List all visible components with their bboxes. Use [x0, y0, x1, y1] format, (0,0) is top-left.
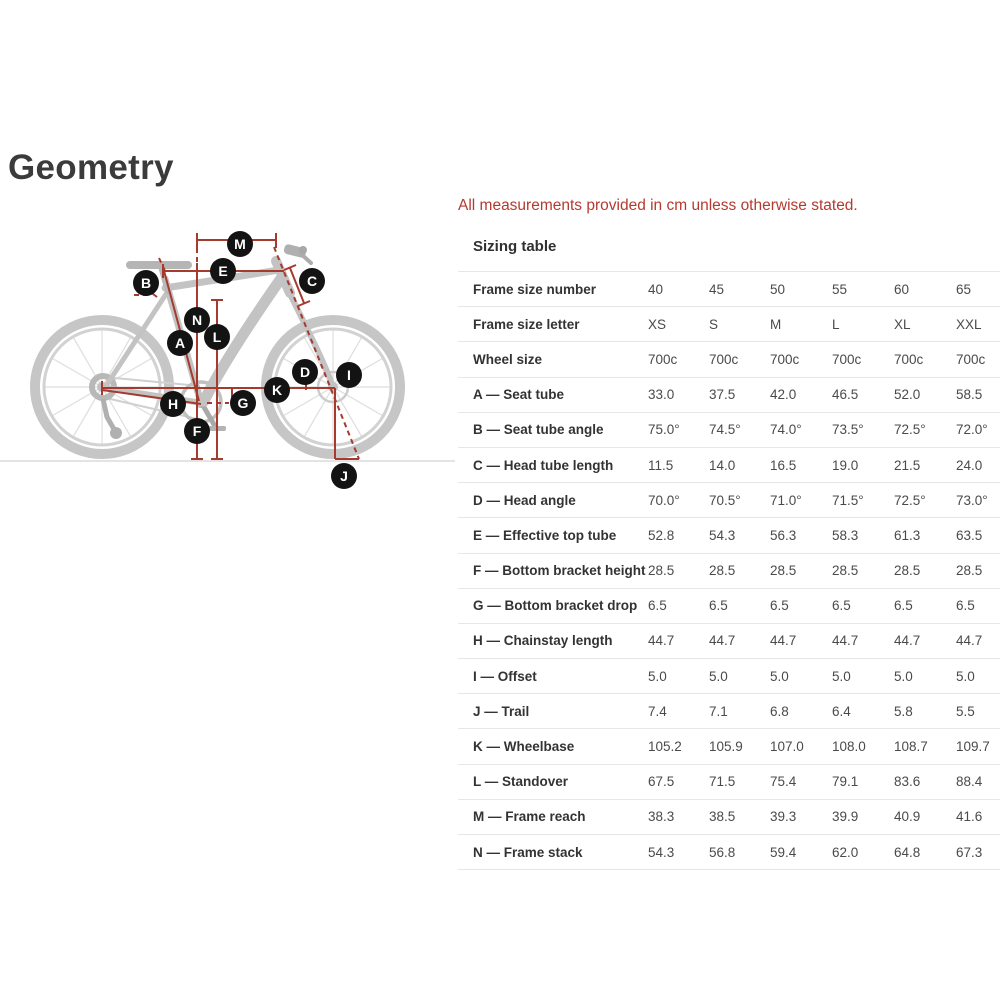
row-value: 700c	[648, 351, 678, 367]
row-value: 44.7	[709, 633, 736, 649]
row-value: 6.4	[832, 703, 851, 719]
table-row	[458, 553, 1000, 588]
svg-text:L: L	[212, 329, 222, 345]
row-label: G — Bottom bracket drop	[473, 598, 638, 614]
row-label: B — Seat tube angle	[473, 422, 604, 438]
marker-I	[336, 362, 362, 388]
row-value: 28.5	[894, 563, 921, 579]
table-row	[458, 728, 1000, 763]
row-value: 70.0°	[648, 492, 680, 508]
svg-text:C: C	[306, 273, 318, 289]
row-value: 107.0	[770, 739, 804, 755]
marker-K	[264, 377, 290, 403]
row-label: M — Frame reach	[473, 809, 586, 825]
row-value: 59.4	[770, 844, 797, 860]
row-value: 71.5	[709, 774, 736, 790]
row-value: 63.5	[956, 527, 983, 543]
row-value: 52.0	[894, 387, 921, 403]
row-value: 7.1	[709, 703, 728, 719]
row-value: 67.3	[956, 844, 983, 860]
row-label: L — Standover	[473, 774, 569, 790]
row-value: 5.0	[956, 668, 975, 684]
row-value: 44.7	[956, 633, 983, 649]
row-value: 700c	[770, 351, 800, 367]
row-value: 39.9	[832, 809, 859, 825]
row-value: 21.5	[894, 457, 921, 473]
table-row	[458, 341, 1000, 376]
row-value: 700c	[894, 351, 924, 367]
row-value: 14.0	[709, 457, 736, 473]
table-row	[458, 693, 1000, 728]
sizing-table	[458, 271, 1000, 870]
row-value: 19.0	[832, 457, 859, 473]
row-value: 83.6	[894, 774, 921, 790]
row-value: 105.2	[648, 739, 682, 755]
row-value: XS	[648, 316, 667, 332]
row-value: 40.9	[894, 809, 921, 825]
row-value: 72.5°	[894, 492, 926, 508]
row-value: 46.5	[832, 387, 859, 403]
row-value: 60	[894, 281, 910, 297]
marker-A	[167, 330, 193, 356]
row-label: Frame size letter	[473, 316, 580, 332]
row-value: 33.0	[648, 387, 675, 403]
row-value: 44.7	[832, 633, 859, 649]
row-value: 38.3	[648, 809, 675, 825]
row-label: N — Frame stack	[473, 844, 583, 860]
row-value: 6.5	[648, 598, 667, 614]
row-label: I — Offset	[473, 668, 537, 684]
row-value: 74.0°	[770, 422, 802, 438]
table-row	[458, 482, 1000, 517]
table-row	[458, 799, 1000, 834]
row-value: 109.7	[956, 739, 990, 755]
row-value: S	[709, 316, 719, 332]
row-value: 700c	[709, 351, 739, 367]
row-value: L	[832, 316, 840, 332]
svg-text:E: E	[218, 263, 228, 279]
row-value: M	[770, 316, 782, 332]
table-row	[458, 412, 1000, 447]
row-value: 38.5	[709, 809, 736, 825]
row-value: 74.5°	[709, 422, 741, 438]
table-row	[458, 447, 1000, 482]
row-value: XL	[894, 316, 911, 332]
svg-text:K: K	[271, 382, 283, 398]
row-value: 56.8	[709, 844, 736, 860]
row-value: 5.0	[894, 668, 913, 684]
row-value: 73.5°	[832, 422, 864, 438]
svg-text:F: F	[192, 423, 202, 439]
table-row	[458, 588, 1000, 623]
row-value: 67.5	[648, 774, 675, 790]
row-label: Frame size number	[473, 281, 597, 297]
row-label: K — Wheelbase	[473, 739, 575, 755]
row-value: 44.7	[894, 633, 921, 649]
marker-J	[331, 463, 357, 489]
row-value: 108.0	[832, 739, 866, 755]
svg-text:A: A	[174, 335, 186, 351]
bike-geometry-diagram	[0, 228, 460, 500]
row-value: 6.5	[956, 598, 975, 614]
marker-B	[133, 270, 159, 296]
marker-M	[227, 231, 253, 257]
row-value: 55	[832, 281, 848, 297]
table-row	[458, 306, 1000, 341]
row-value: 50	[770, 281, 786, 297]
svg-text:G: G	[237, 395, 249, 411]
table-row	[458, 623, 1000, 658]
handlebar-illustration	[283, 243, 311, 263]
row-value: 5.5	[956, 703, 975, 719]
row-value: XXL	[956, 316, 982, 332]
row-value: 64.8	[894, 844, 921, 860]
measurements-units-note: All measurements provided in cm unless otherwise stated.	[458, 197, 858, 214]
row-label: H — Chainstay length	[473, 633, 613, 649]
row-value: 28.5	[770, 563, 797, 579]
row-value: 41.6	[956, 809, 983, 825]
row-value: 6.5	[894, 598, 913, 614]
row-value: 52.8	[648, 527, 675, 543]
row-value: 6.8	[770, 703, 789, 719]
row-value: 39.3	[770, 809, 797, 825]
row-value: 45	[709, 281, 725, 297]
row-value: 54.3	[648, 844, 675, 860]
row-value: 42.0	[770, 387, 797, 403]
row-value: 28.5	[709, 563, 736, 579]
table-row	[458, 834, 1000, 869]
saddle-illustration	[126, 261, 192, 269]
table-row	[458, 658, 1000, 693]
row-value: 5.8	[894, 703, 913, 719]
row-value: 75.0°	[648, 422, 680, 438]
row-value: 28.5	[648, 563, 675, 579]
sizing-table-title: Sizing table	[473, 238, 557, 255]
row-label: E — Effective top tube	[473, 527, 617, 543]
row-value: 6.5	[770, 598, 789, 614]
row-label: C — Head tube length	[473, 457, 614, 473]
table-row	[458, 517, 1000, 552]
marker-G	[230, 390, 256, 416]
row-value: 70.5°	[709, 492, 741, 508]
row-value: 700c	[832, 351, 862, 367]
row-value: 37.5	[709, 387, 736, 403]
row-value: 71.0°	[770, 492, 802, 508]
row-value: 75.4	[770, 774, 797, 790]
row-value: 108.7	[894, 739, 928, 755]
row-value: 7.4	[648, 703, 667, 719]
marker-H	[160, 391, 186, 417]
svg-text:J: J	[340, 468, 348, 484]
row-value: 5.0	[770, 668, 789, 684]
svg-text:I: I	[347, 367, 351, 383]
marker-D	[292, 359, 318, 385]
svg-text:B: B	[140, 275, 152, 291]
table-row	[458, 764, 1000, 799]
marker-E	[210, 258, 236, 284]
row-value: 6.5	[709, 598, 728, 614]
row-value: 72.5°	[894, 422, 926, 438]
row-value: 65	[956, 281, 972, 297]
row-value: 73.0°	[956, 492, 988, 508]
row-value: 54.3	[709, 527, 736, 543]
table-row	[458, 271, 1000, 306]
row-value: 28.5	[956, 563, 983, 579]
marker-N	[184, 307, 210, 333]
row-value: 5.0	[648, 668, 667, 684]
row-label: D — Head angle	[473, 492, 576, 508]
row-value: 700c	[956, 351, 986, 367]
row-label: J — Trail	[473, 703, 530, 719]
row-value: 72.0°	[956, 422, 988, 438]
row-value: 79.1	[832, 774, 859, 790]
row-value: 28.5	[832, 563, 859, 579]
row-value: 40	[648, 281, 664, 297]
svg-text:D: D	[299, 364, 311, 380]
table-row	[458, 377, 1000, 412]
row-value: 24.0	[956, 457, 983, 473]
row-value: 5.0	[709, 668, 728, 684]
marker-F	[184, 418, 210, 444]
row-value: 56.3	[770, 527, 797, 543]
row-value: 16.5	[770, 457, 797, 473]
row-label: Wheel size	[473, 351, 543, 367]
row-value: 44.7	[770, 633, 797, 649]
svg-text:M: M	[234, 236, 246, 252]
row-value: 6.5	[832, 598, 851, 614]
row-label: A — Seat tube	[473, 387, 565, 403]
row-label: F — Bottom bracket height	[473, 563, 646, 579]
row-value: 105.9	[709, 739, 743, 755]
row-value: 62.0	[832, 844, 859, 860]
row-value: 5.0	[832, 668, 851, 684]
marker-C	[299, 268, 325, 294]
row-value: 44.7	[648, 633, 675, 649]
row-value: 88.4	[956, 774, 983, 790]
page-title: Geometry	[8, 148, 174, 187]
svg-text:H: H	[167, 396, 179, 412]
marker-L	[204, 324, 230, 350]
row-value: 71.5°	[832, 492, 864, 508]
row-value: 58.5	[956, 387, 983, 403]
row-value: 61.3	[894, 527, 921, 543]
svg-text:N: N	[191, 312, 203, 328]
row-value: 58.3	[832, 527, 859, 543]
row-value: 11.5	[648, 457, 674, 473]
